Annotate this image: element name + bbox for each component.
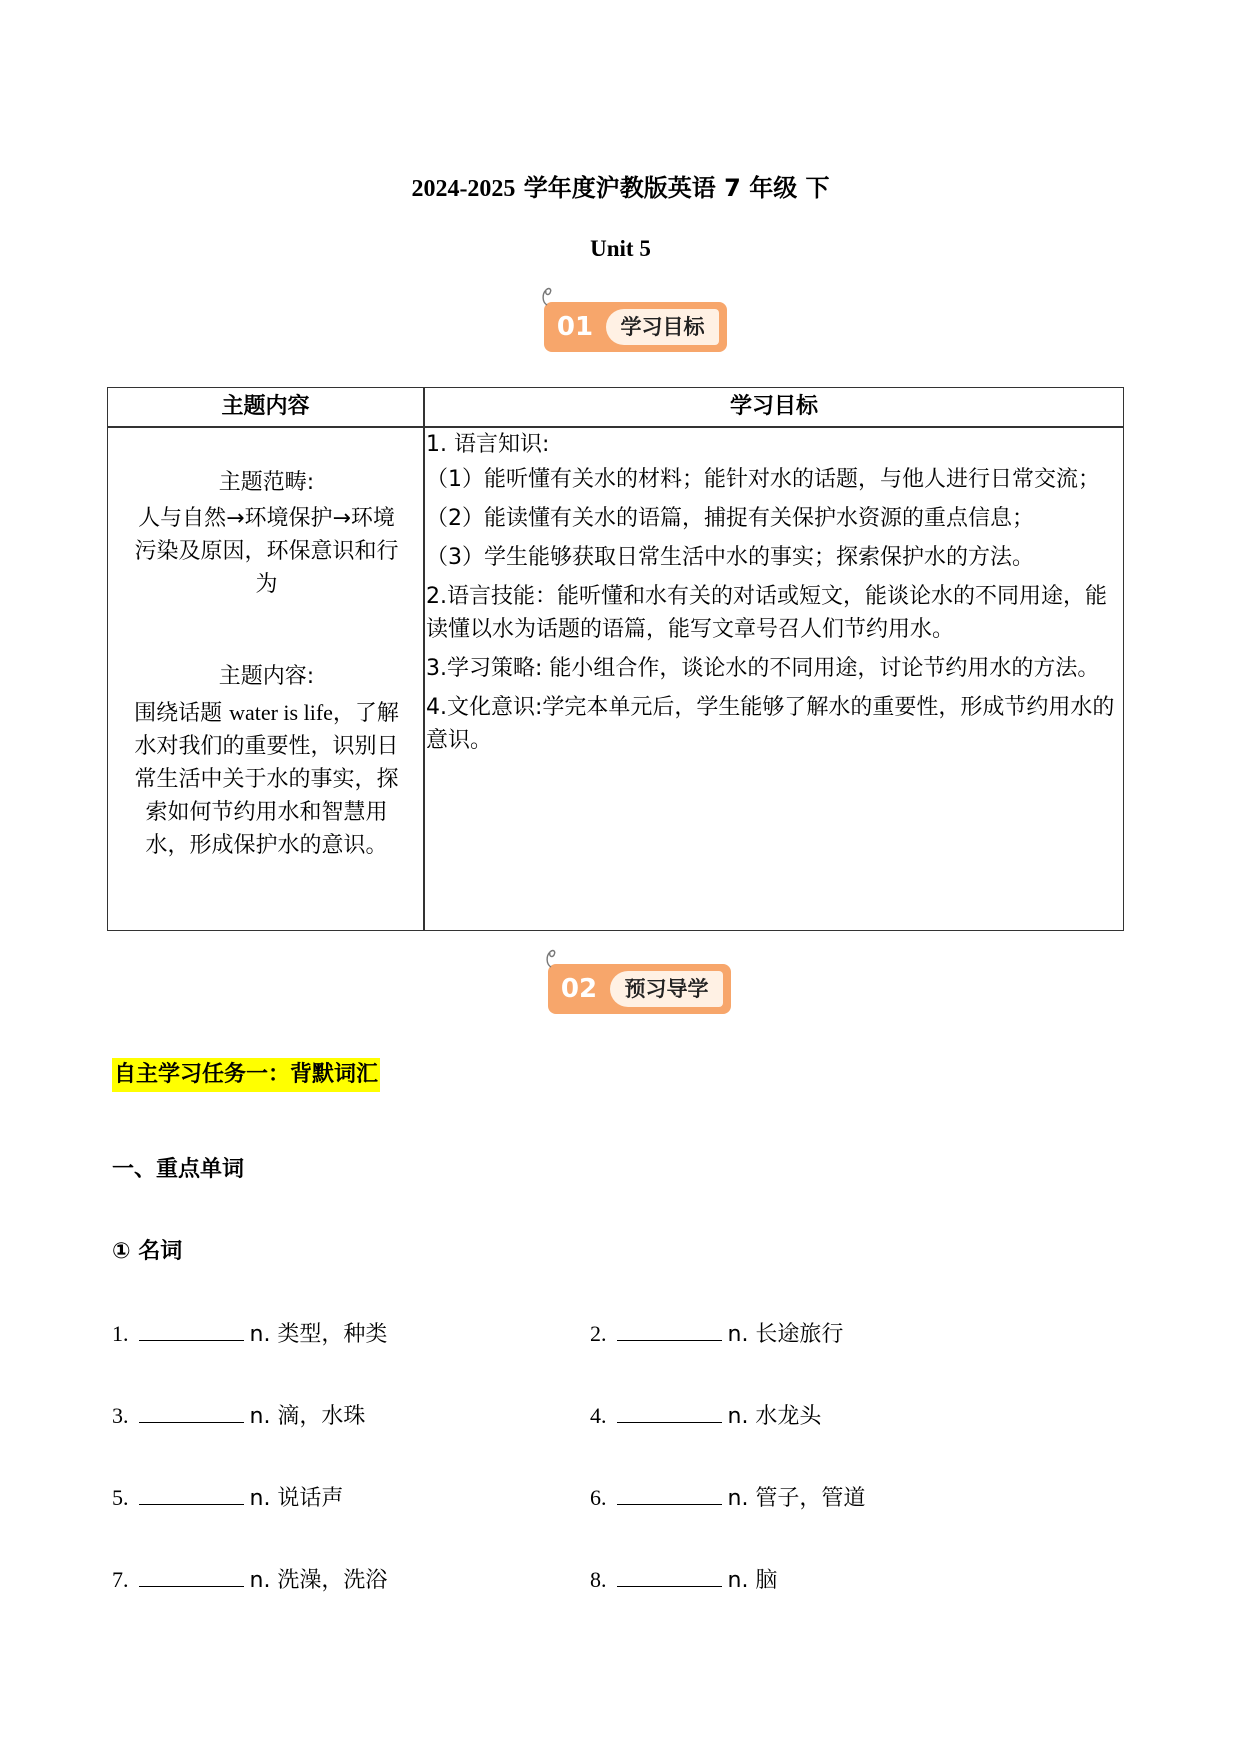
answer-blank[interactable]: [617, 1316, 722, 1341]
answer-blank[interactable]: [139, 1562, 244, 1587]
badge-label: 学习目标: [606, 309, 719, 345]
answer-blank[interactable]: [139, 1480, 244, 1505]
vocab-item: 4. n. 水龙头: [590, 1398, 821, 1432]
title-year: 2024-2025: [411, 176, 516, 202]
document-title: [0, 168, 1241, 203]
topic-cell: [108, 428, 423, 930]
vocab-item: 1. n. 类型，种类: [112, 1316, 387, 1350]
goal-line: （3）学生能够获取日常生活中水的事实；探索保护水的方法。: [426, 545, 1034, 570]
vocab-item: 5. n. 说话声: [112, 1480, 343, 1514]
vocab-item: 3. n. 滴，水珠: [112, 1398, 365, 1432]
goals-cell: [426, 428, 1115, 763]
goal-line: （2）能读懂有关水的语篇，捕捉有关保护水资源的重点信息；: [426, 506, 1034, 531]
answer-blank[interactable]: [617, 1562, 722, 1587]
section-heading: 一、重点单词: [112, 1157, 245, 1182]
answer-blank[interactable]: [617, 1398, 722, 1423]
task-title: 自主学习任务一：背默词汇: [112, 1058, 380, 1092]
vocab-item: 6. n. 管子，管道: [590, 1480, 865, 1514]
topic-content-label: 主题内容:: [218, 664, 315, 689]
topic-category-text: 人与自然→环境保护→环境污染及原因，环保意识和行为: [134, 506, 399, 597]
badge-number: 02: [560, 974, 598, 1004]
goal-line: 1. 语言知识:: [426, 432, 550, 457]
topic-content-text: 围绕话题 water is life，了解水对我们的重要性，识别日常生活中关于水的事实，探索如何节约用水和智慧用水，形成保护水的意识。: [134, 700, 399, 858]
section-badge-goals: [544, 302, 727, 352]
topic-english-phrase: water is life: [229, 700, 333, 725]
goal-line: 3.学习策略: 能小组合作，谈论水的不同用途，讨论节约用水的方法。: [426, 656, 1100, 681]
unit-title: Unit 5: [590, 236, 651, 261]
badge-number: 01: [556, 312, 594, 342]
column-divider: [423, 388, 425, 930]
vocab-item: 7. n. 洗澡，洗浴: [112, 1562, 387, 1596]
section-badge-preview: [548, 964, 731, 1014]
subsection-heading: ① 名词: [112, 1239, 183, 1264]
badge-label: 预习导学: [610, 971, 723, 1007]
table-header-topic: 主题内容: [221, 394, 310, 419]
topic-category-label: 主题范畴:: [218, 470, 315, 495]
vocab-item: 2. n. 长途旅行: [590, 1316, 843, 1350]
goal-line: （1）能听懂有关水的材料；能针对水的话题，与他人进行日常交流；: [426, 467, 1100, 492]
answer-blank[interactable]: [139, 1398, 244, 1423]
goal-line: 4.文化意识:学完本单元后，学生能够了解水的重要性，形成节约用水的意识。: [426, 695, 1115, 753]
answer-blank[interactable]: [139, 1316, 244, 1341]
goal-line: 2.语言技能：能听懂和水有关的对话或短文，能谈论水的不同用途，能读懂以水为话题的语篇，能写文章号召人们节约用水。: [426, 584, 1107, 642]
vocab-item: 8. n. 脑: [590, 1562, 777, 1596]
answer-blank[interactable]: [617, 1480, 722, 1505]
table-header-goals: 学习目标: [729, 394, 818, 419]
title-text: 学年度沪教版英语 7 年级 下: [515, 174, 830, 202]
learning-goals-table: [107, 387, 1124, 931]
